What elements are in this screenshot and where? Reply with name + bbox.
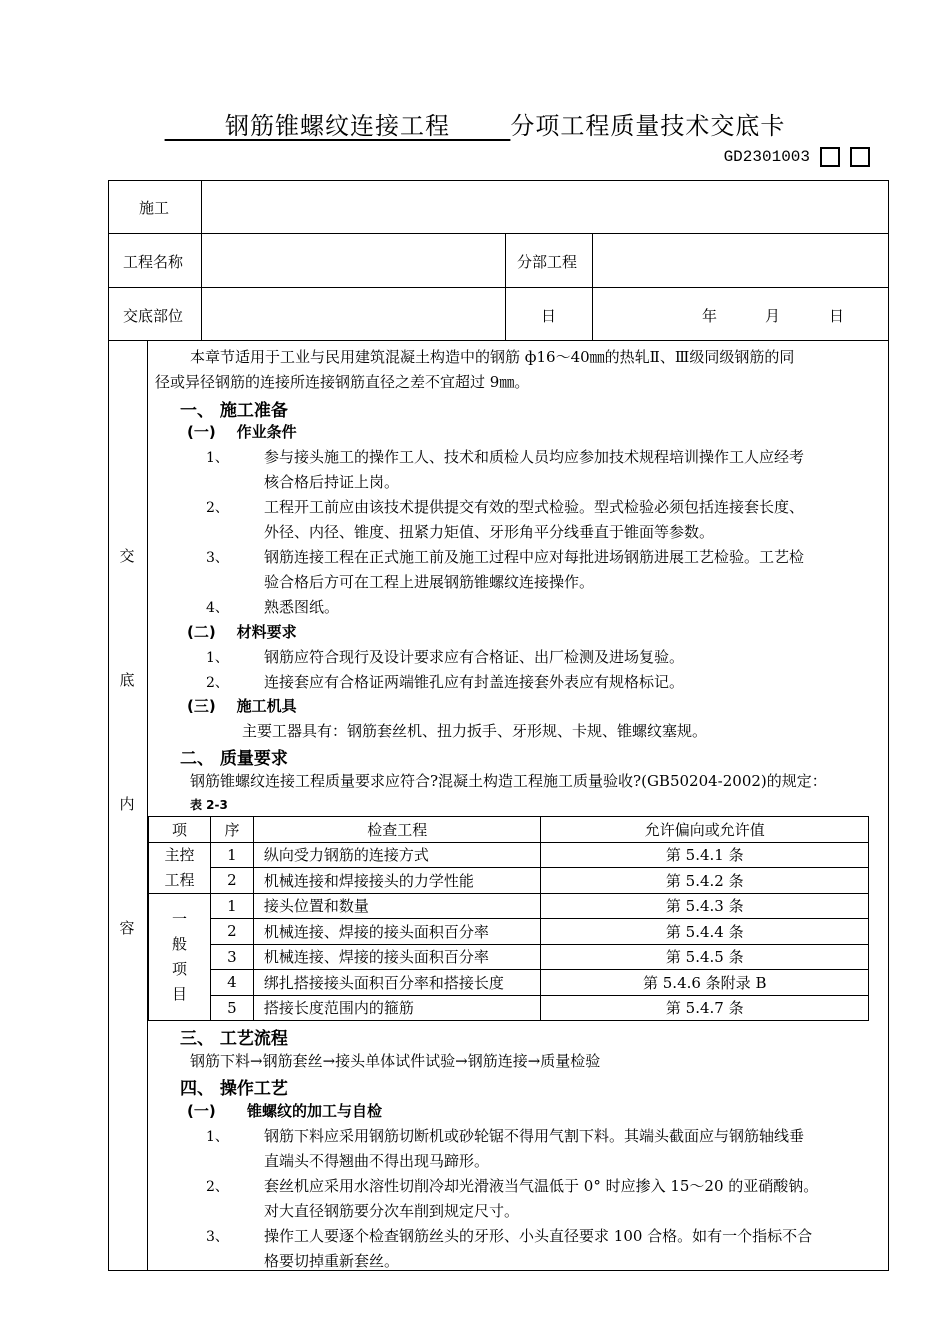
flow-text: 钢筋下料→钢筋套丝→接头单体试件试验→钢筋连接→质量检验: [190, 1052, 601, 1070]
item-text: 参与接头施工的操作工人、技术和质检人员均应参加技术规程培训操作工人应经考: [264, 448, 805, 466]
table-header-row: [149, 817, 869, 843]
item-text: 钢筋应符合现行及设计要求应有合格证、出厂检测及进场复验。: [264, 648, 685, 666]
divider: [505, 233, 506, 340]
subsection-heading: (三) 施工机具: [187, 697, 297, 715]
item-text: 套丝机应采用水溶性切削冷却光滑液当气温低于 0° 时应掺入 15～20 的亚硝酸钠。: [264, 1177, 819, 1195]
row-item: 纵向受力钢筋的连接方式: [253, 842, 541, 868]
item-number: 2、: [206, 675, 229, 691]
table-header: 项: [149, 817, 211, 843]
table-caption: 表 2-3: [190, 798, 228, 812]
page-title: [0, 106, 950, 141]
item-text: 工程开工前应由该技术提供提交有效的型式检验。型式检验必须包括连接套长度、: [264, 498, 805, 516]
item-text: 熟悉图纸。: [264, 598, 340, 616]
item-number: 2、: [206, 500, 229, 516]
form-code: GD2301003: [723, 148, 810, 166]
part-label: 交底部位: [123, 307, 184, 325]
row-no: 1: [210, 842, 253, 868]
item-number: 3、: [206, 1229, 229, 1245]
subsection-heading: (二) 材料要求: [187, 623, 297, 641]
quality-text: 钢筋锥螺纹连接工程质量要求应符合?混凝土构造工程施工质量验收?(GB50204-2002)的规定：: [190, 772, 827, 790]
form-code-area: [724, 147, 870, 167]
table-header: 序: [210, 817, 253, 843]
table-row: [149, 995, 869, 1021]
item-text: 格要切掉重新套丝。: [264, 1252, 400, 1270]
row-item: 机械连接、焊接的接头面积百分率: [253, 919, 541, 945]
row-item: 搭接长度范围内的箍筋: [253, 995, 541, 1021]
item-number: 1、: [206, 1129, 229, 1145]
item-text: 对大直径钢筋要分次车削到规定尺寸。: [264, 1202, 520, 1220]
project-name-label: 工程名称: [123, 253, 184, 271]
intro-line-2: 径或异径钢筋的连接所连接钢筋直径之差不宜超过 9㎜。: [155, 373, 530, 391]
divider: [592, 233, 593, 340]
item-number: 1、: [206, 450, 229, 466]
row-value: 第 5.4.7 条: [541, 995, 869, 1021]
side-label: 容: [119, 919, 135, 937]
subsection-heading: (一) 作业条件: [187, 423, 297, 441]
item-number: 1、: [206, 650, 229, 666]
item-number: 2、: [206, 1179, 229, 1195]
divider: [108, 233, 889, 234]
tools-text: 主要工器具有：钢筋套丝机、扭力扳手、牙形规、卡规、锥螺纹塞规。: [242, 722, 708, 740]
section-heading: 四、 操作工艺: [180, 1079, 288, 1099]
table-row: [149, 842, 869, 868]
divider: [201, 180, 202, 340]
row-value: 第 5.4.5 条: [541, 944, 869, 970]
row-no: 2: [210, 919, 253, 945]
item-text: 验合格后方可在工程上进展钢筋锥螺纹连接操作。: [264, 573, 595, 591]
divider: [147, 340, 148, 1271]
row-no: 5: [210, 995, 253, 1021]
item-text: 直端头不得翘曲不得出现马蹄形。: [264, 1152, 490, 1170]
row-value: 第 5.4.1 条: [541, 842, 869, 868]
item-text: 操作工人要逐个检查钢筋丝头的牙形、小头直径要求 100 合格。如有一个指标不合: [264, 1227, 813, 1245]
date-year: 年: [702, 307, 718, 325]
quality-table: [148, 816, 869, 1021]
divider: [108, 340, 889, 341]
row-no: 1: [210, 893, 253, 919]
checkbox-1[interactable]: [820, 147, 840, 167]
day-label: 日: [541, 307, 557, 325]
table-header: 检查工程: [253, 817, 541, 843]
title-project-name: 钢筋锥螺纹连接工程: [225, 112, 450, 140]
side-label: 底: [119, 671, 135, 689]
sub-project-label: 分部工程: [517, 253, 578, 271]
row-no: 3: [210, 944, 253, 970]
table-row: [149, 970, 869, 996]
general-group-cell: 一般项目: [149, 893, 211, 1021]
item-text: 外径、内径、锥度、扭紧力矩值、牙形角平分线垂直于锥面等参数。: [264, 523, 715, 541]
row-value: 第 5.4.6 条附录 B: [541, 970, 869, 996]
intro-line-1: 本章节适用于工业与民用建筑混凝土构造中的钢筋 ф16～40㎜的热轧Ⅱ、Ⅲ级同级钢筋的同: [190, 348, 795, 366]
item-number: 3、: [206, 550, 229, 566]
table-row: [149, 893, 869, 919]
section-heading: 三、 工艺流程: [180, 1029, 288, 1049]
row-item: 机械连接、焊接的接头面积百分率: [253, 944, 541, 970]
row-item: 绑扎搭接接头面积百分率和搭接长度: [253, 970, 541, 996]
item-text: 连接套应有合格证两端锥孔应有封盖连接套外表应有规格标记。: [264, 673, 685, 691]
row-no: 4: [210, 970, 253, 996]
item-text: 钢筋连接工程在正式施工前及施工过程中应对每批进场钢筋进展工艺检验。工艺检: [264, 548, 805, 566]
row-no: 2: [210, 868, 253, 894]
item-text: 核合格后持证上岗。: [264, 473, 400, 491]
item-text: 钢筋下料应采用钢筋切断机或砂轮锯不得用气割下料。其端头截面应与钢筋轴线垂: [264, 1127, 805, 1145]
checkbox-2[interactable]: [850, 147, 870, 167]
row-item: 接头位置和数量: [253, 893, 541, 919]
row-item: 机械连接和焊接接头的力学性能: [253, 868, 541, 894]
side-label: 内: [119, 795, 135, 813]
construction-label: 施工: [139, 199, 170, 217]
title-suffix: 分项工程质量技术交底卡: [510, 112, 786, 140]
main-group-cell: 主控工程: [149, 842, 211, 893]
section-heading: 二、 质量要求: [180, 749, 288, 769]
table-row: [149, 868, 869, 894]
side-label: 交: [119, 547, 135, 565]
date-day: 日: [829, 307, 845, 325]
section-heading: 一、 施工准备: [180, 401, 288, 421]
divider: [108, 287, 889, 288]
row-value: 第 5.4.4 条: [541, 919, 869, 945]
date-month: 月: [765, 307, 781, 325]
table-row: [149, 944, 869, 970]
item-number: 4、: [206, 600, 229, 616]
table-header: 允许偏向或允许值: [541, 817, 869, 843]
table-row: [149, 919, 869, 945]
row-value: 第 5.4.3 条: [541, 893, 869, 919]
subsection-heading: (一) 锥螺纹的加工与自检: [187, 1102, 383, 1120]
row-value: 第 5.4.2 条: [541, 868, 869, 894]
